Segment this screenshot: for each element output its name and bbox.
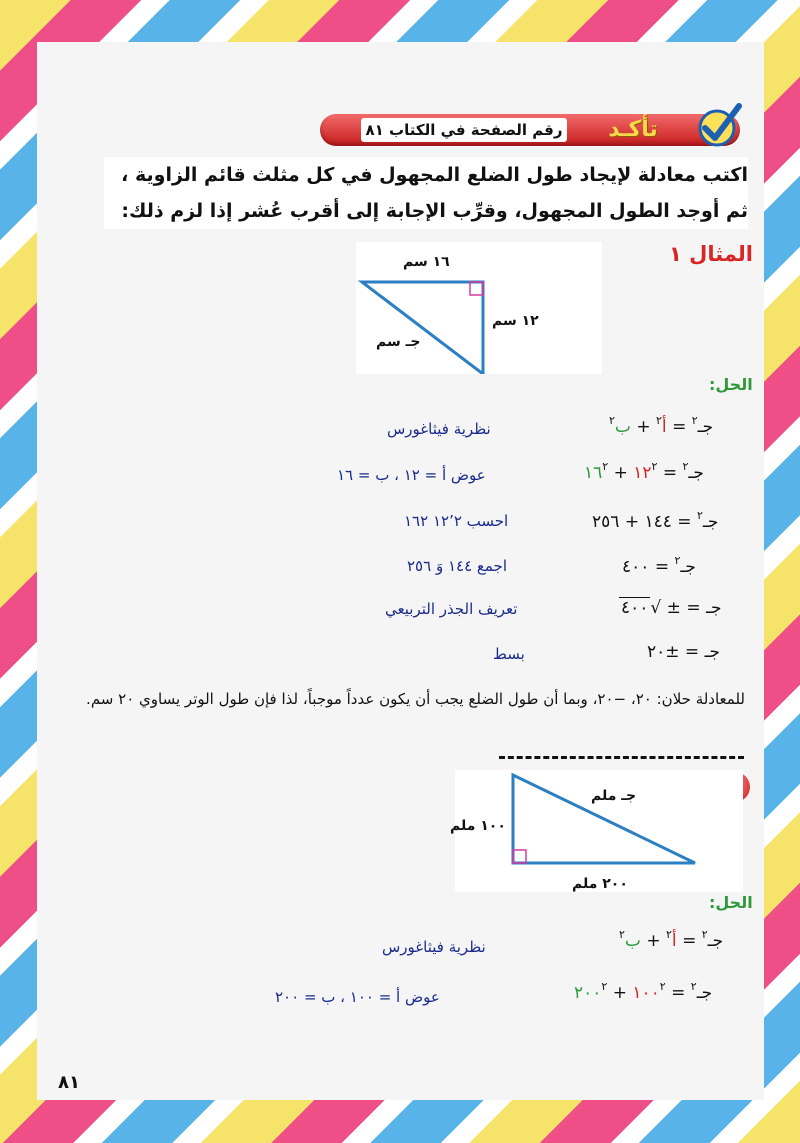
figure-1-hyp-label: جـ سم [376, 334, 421, 350]
example-1-title: المثال ١ [669, 242, 753, 266]
book-page-label: رقم الصفحة في الكتاب ٨١ [361, 118, 567, 142]
step-6-equation: جـ = ±٢٠ [647, 642, 721, 662]
worksheet-page [37, 42, 764, 1100]
figure-1-top-label: ١٦ سم [403, 254, 450, 270]
example-2-solution-label: الحل: [709, 893, 753, 912]
figure-2-hyp-label: جـ ملم [591, 788, 637, 804]
figure-2-bottom-label: ٢٠٠ ملم [572, 876, 628, 892]
right-triangle-1 [356, 242, 602, 374]
step-1-equation: جـ$^٢$ = أ$^٢$ + ب$^٢$ [609, 414, 714, 437]
step-1-reason: نظرية فيثاغورس [387, 420, 491, 438]
step-5-equation: جـ = ± √٤٠٠ [621, 598, 722, 618]
example-1-figure [356, 242, 602, 374]
section-divider [499, 756, 744, 759]
ex2-step-2-equation: جـ$^٢$ = $١٠٠^٢$ + $٢٠٠^٢$ [574, 980, 713, 1003]
step-6-reason: بسط [493, 645, 525, 663]
page-number: ٨١ [58, 1072, 80, 1093]
step-5-reason: تعريف الجذر التربيعي [385, 600, 518, 618]
figure-1-side-label: ١٢ سم [492, 313, 539, 329]
step-3-reason: احسب ١٢٬٢ ١٦٢ [404, 512, 509, 530]
example-1-solution-label: الحل: [709, 375, 753, 394]
example-1-conclusion: للمعادلة حلان: ٢٠، −٢٠، وبما أن طول الضلع يجب أن يكون عدداً موجباً، لذا فإن طول الوتر يساوي ٢٠ سم. [86, 690, 745, 708]
figure-2-side-label: ١٠٠ ملم [450, 818, 506, 834]
ex2-step-2-reason: عوض أ = ١٠٠ ، ب = ٢٠٠ [275, 988, 440, 1006]
banner-title: تأكـد [608, 117, 658, 142]
step-3-equation: جـ$^٢$ = ١٤٤ + ٢٥٦ [592, 509, 719, 532]
step-2-reason: عوض أ = ١٢ ، ب = ١٦ [337, 466, 486, 484]
step-4-equation: جـ$^٢$ = ٤٠٠ [622, 554, 696, 577]
ex2-step-1-reason: نظرية فيثاغورس [382, 938, 486, 956]
ex2-step-1-equation: جـ$^٢$ = أ$^٢$ + ب$^٢$ [619, 928, 724, 951]
checkmark-icon [693, 98, 745, 150]
instruction-text: اكتب معادلة لإيجاد طول الضلع المجهول في كل مثلث قائم الزاوية ، ثم أوجد الطول المجهول، وقرِّب الإجابة إلى أقرب عُشر إذا لزم ذلك: [104, 157, 748, 229]
step-2-equation: جـ$^٢$ = $١٢^٢$ + $١٦^٢$ [584, 460, 704, 483]
step-4-reason: اجمع ١٤٤ وَ ٢٥٦ [407, 557, 507, 575]
